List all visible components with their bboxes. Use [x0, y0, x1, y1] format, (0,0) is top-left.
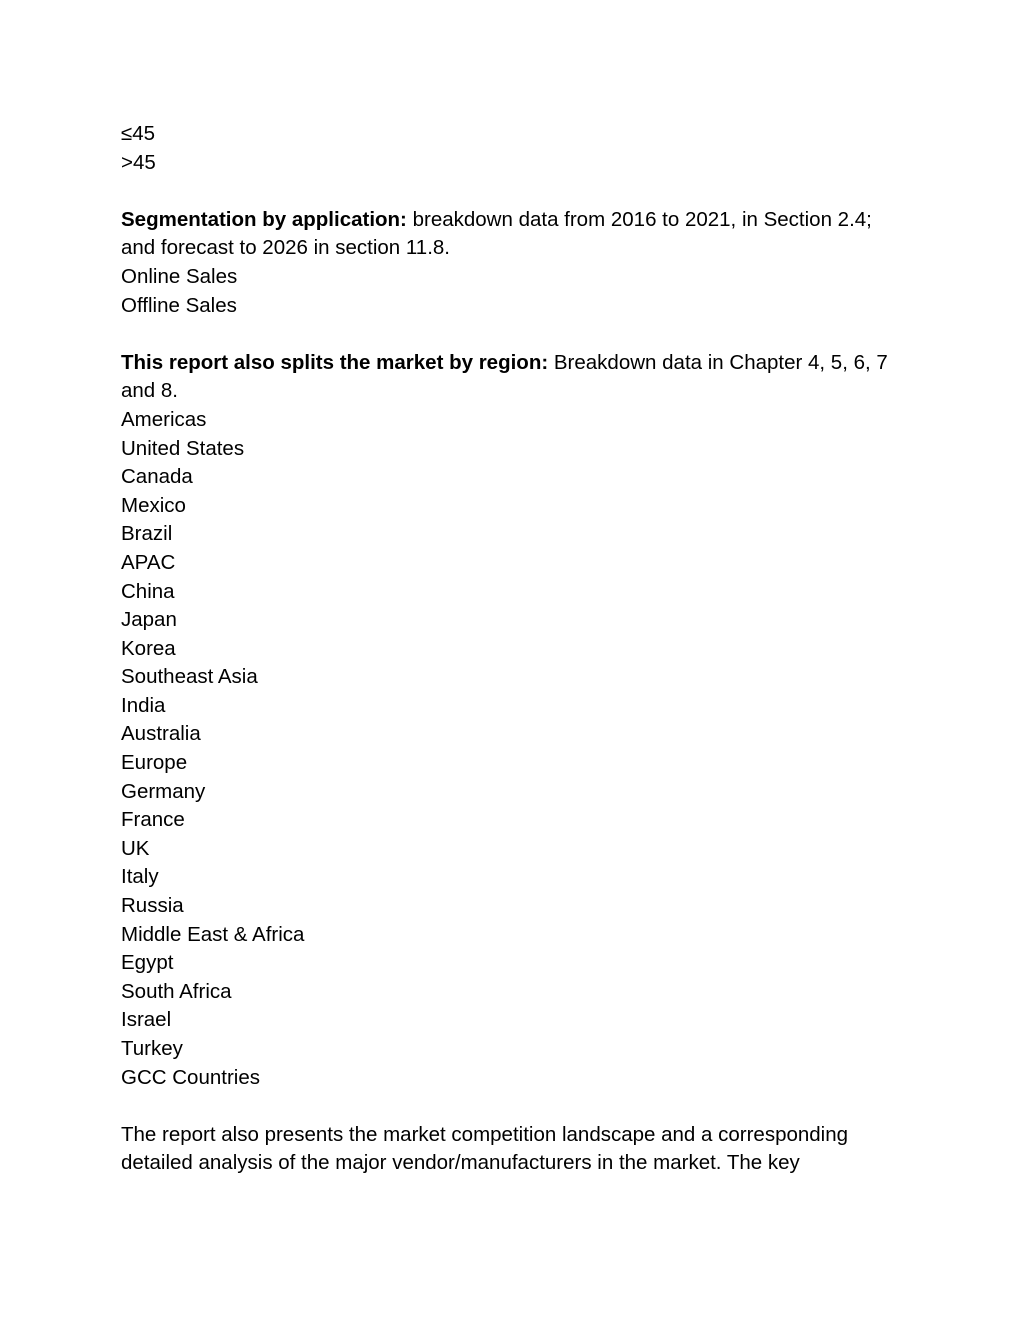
region-label: This report also splits the market by region:: [121, 350, 549, 374]
application-label: Segmentation by application:: [121, 207, 407, 231]
region-item: Southeast Asia: [121, 665, 258, 689]
region-heading: [121, 349, 901, 406]
region-text: Breakdown data in Chapter 4, 5, 6, 7 and 8.: [121, 350, 888, 403]
region-item: Japan: [121, 608, 177, 632]
region-item: South Africa: [121, 979, 232, 1003]
region-item: Canada: [121, 465, 193, 489]
region-item: Germany: [121, 779, 206, 803]
region-item: UK: [121, 836, 150, 860]
application-item: Offline Sales: [121, 293, 237, 317]
region-item: India: [121, 693, 166, 717]
type-item: >45: [121, 150, 156, 174]
region-item: United States: [121, 436, 245, 460]
region-item: APAC: [121, 550, 176, 574]
region-item: Israel: [121, 1008, 172, 1032]
region-list: [121, 406, 901, 1092]
paragraph-gap: [121, 1092, 901, 1121]
region-item: Egypt: [121, 951, 174, 975]
closing-paragraph: The report also presents the market competition landscape and a corresponding detailed analysis of the major vendor/manufacturers in the market. The key: [121, 1122, 849, 1175]
type-item: ≤45: [121, 122, 156, 145]
region-item: France: [121, 808, 185, 832]
region-item: Italy: [121, 865, 159, 889]
region-item: Americas: [121, 407, 207, 431]
region-item: Russia: [121, 894, 184, 918]
region-item: Mexico: [121, 493, 186, 517]
region-item: Australia: [121, 722, 201, 746]
application-heading: [121, 206, 901, 263]
region-item: GCC Countries: [121, 1065, 260, 1089]
paragraph-gap: [121, 177, 901, 206]
region-item: Turkey: [121, 1037, 183, 1060]
application-item: Online Sales: [121, 264, 238, 288]
region-item: Middle East & Africa: [121, 922, 305, 946]
region-item: Europe: [121, 751, 188, 775]
region-item: Korea: [121, 636, 176, 660]
document-page: [121, 120, 901, 1178]
application-text: breakdown data from 2016 to 2021, in Section 2.4; and forecast to 2026 in section 11.8.: [121, 207, 872, 260]
region-item: Brazil: [121, 522, 173, 546]
paragraph-gap: [121, 320, 901, 349]
region-item: China: [121, 579, 175, 603]
